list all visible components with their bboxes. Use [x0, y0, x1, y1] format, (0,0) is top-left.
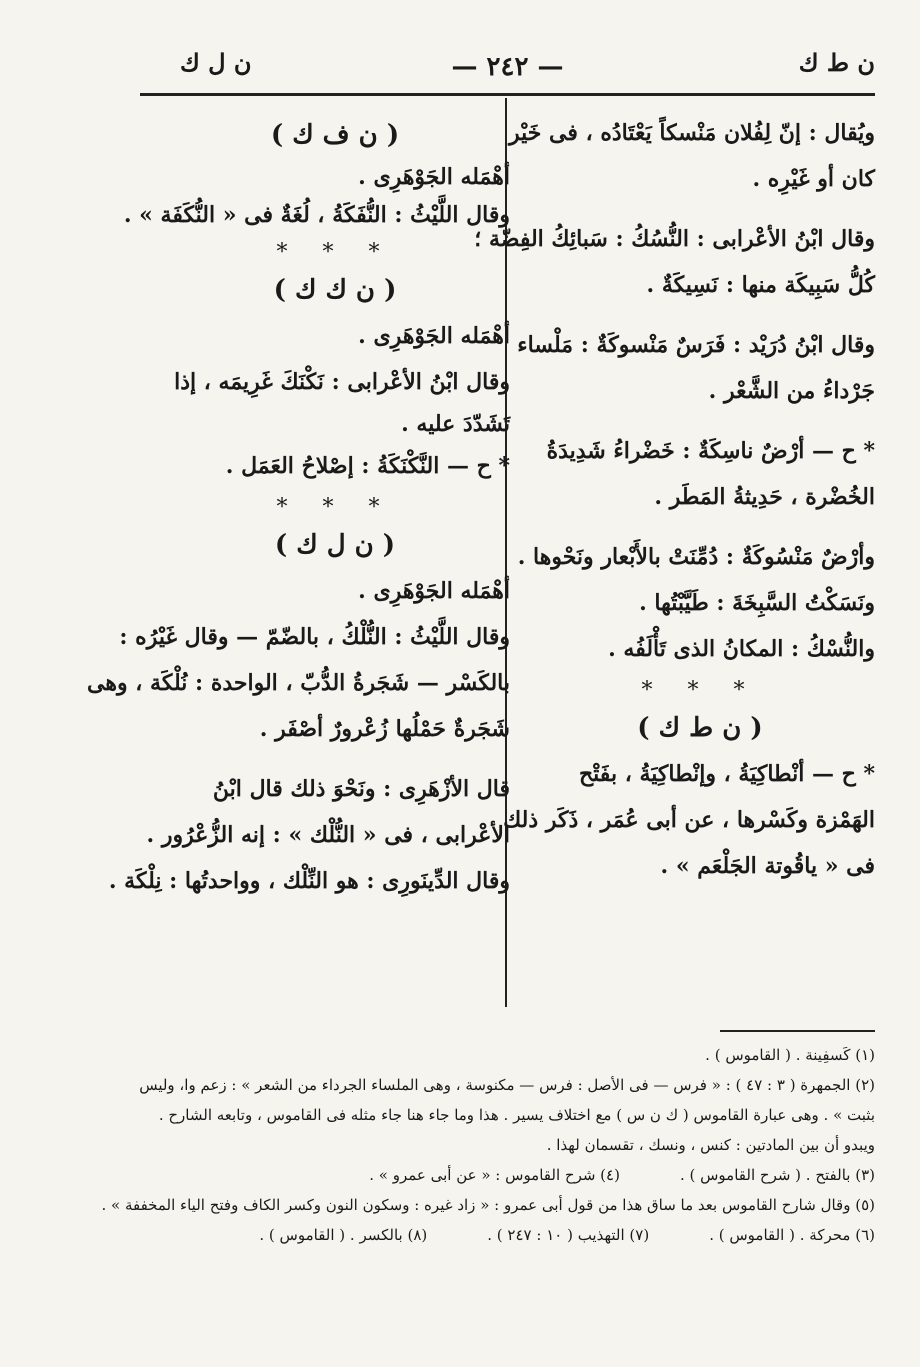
text-line: فى « ياقُوتة الجَلْعَم » .	[660, 853, 875, 879]
right-column	[474, 110, 875, 889]
section-separator: * * *	[641, 678, 759, 703]
section-separator: * * *	[276, 495, 394, 520]
header-root-right: ن ط ك	[798, 48, 875, 77]
footnote-3: (٣) بالفتح . ( شرح القاموس ) .	[679, 1166, 875, 1184]
text-line: كان أو غَيْرِه .	[752, 166, 875, 192]
text-line: جَرْداءُ من الشَّعْر .	[708, 378, 875, 404]
page-header	[140, 40, 875, 90]
text-line: وأرْضٌ مَنْسُوكَةٌ : دُمِّنَتْ بالأَبْعار ونَحْوها .	[517, 544, 875, 570]
text-line: بالكَسْر — شَجَرةُ الدُّبّ ، الواحدة : نُلْكَة ، وهى	[87, 670, 510, 696]
text-line: الهَمْزة وكَسْرها ، عن أبى عُمَر ، ذَكَر ذلك	[503, 807, 875, 833]
text-line: والنُّسْكُ : المكانُ الذى تَأْلَفُه .	[608, 636, 875, 662]
text-line: ويُقال : إنّ لِفُلان مَنْسكاً يَعْتَادُه ، فى خَيْر	[509, 120, 875, 146]
text-line: وقال ابْنُ دُرَيْد : فَرَسٌ مَنْسوكَةٌ : مَلْساء	[517, 332, 875, 358]
text-line: * ح — النَّكْنَكَةُ : إصْلاحُ العَمَل .	[225, 453, 510, 479]
footnote-1: (١) كَسفِينة . ( القاموس ) .	[705, 1046, 875, 1064]
header-root-left: ن ل ك	[180, 48, 252, 77]
text-line: أهْمَله الجَوْهَرِى .	[358, 323, 510, 349]
text-line: الخُضْرة ، حَدِيثةُ المَطَر .	[654, 484, 875, 510]
text-line: الأعْرابى ، فى « النُّلْك » : إنه الزُّعْرُور .	[146, 822, 510, 848]
text-line: ونَسَكْتُ السَّبِخَةَ : طَيَّبْتُها .	[639, 590, 875, 616]
text-line: وقال اللَّيْثُ : النُّلْكُ ، بالضّمّ — وقال غَيْرُه :	[119, 624, 510, 650]
text-line: * ح — أرْضٌ ناسِكَةٌ : خَضْراءُ شَدِيدَةُ	[546, 438, 875, 464]
footnote-6: (٦) محركة . ( القاموس ) .	[709, 1226, 875, 1244]
text-line: شَجَرةٌ حَمْلُها زُعْرورٌ أصْفَر .	[259, 716, 510, 742]
footnote-5: (٥) وقال شارح القاموس بعد ما ساق هذا من قول أبى عمرو : « زاد غيره : وسكون النون وكسر الكاف وفتح الياء المخففة » .	[101, 1196, 875, 1214]
entry-heading-ntk: ( ن ط ك )	[637, 713, 763, 743]
text-line: أهْمَله الجَوْهَرِى .	[358, 578, 510, 604]
entry-heading-nlk: ( ن ل ك )	[274, 530, 396, 560]
footnote-rule	[720, 1030, 875, 1032]
footnote-4: (٤) شرح القاموس : « عن أبى عمرو » .	[369, 1166, 620, 1184]
entry-heading-nfk: ( ن ف ك )	[270, 120, 400, 150]
page-number: — ٢٤٢ —	[451, 52, 564, 82]
footnote-row	[150, 1160, 875, 1190]
footnote-2-cont: ويبدو أن بين المادتين : كنس ، ونسك ، تقسمان لهذا .	[546, 1136, 875, 1154]
left-column	[87, 110, 510, 904]
section-separator: * * *	[276, 240, 394, 265]
footnote-row	[150, 1220, 875, 1250]
text-line: وقال ابْنُ الأعْرابى : النُّسُكُ : سَبائِكُ الفِضّة ؛	[474, 226, 875, 252]
footnote-8: (٨) بالكسر . ( القاموس ) .	[259, 1226, 428, 1244]
text-line: تَشَدّدَ عليه .	[401, 411, 510, 437]
text-line: وقال الدِّينَورِى : هو النِّلْك ، وواحدتُها : نِلْكَة .	[108, 868, 510, 894]
footnotes	[101, 1040, 875, 1250]
text-line: أهْمَله الجَوْهَرِى .	[358, 164, 510, 190]
text-line: كُلُّ سَبِيكَة منها : نَسِيكَةٌ .	[646, 272, 875, 298]
footnote-2: (٢) الجمهرة ( ٣ : ٤٧ ) : « فرس — فى الأصل : فرس — مكنوسة ، وهى الملساء الجرداء من الشعر » : زعم وا، وليس	[139, 1076, 875, 1094]
footnote-2-cont: بثبت » . وهى عبارة القاموس ( ك ن س ) مع اختلاف يسير . هذا وما جاء هنا جاء مثله فى القاموس ، وتابعه الشارح .	[158, 1106, 875, 1124]
footnote-7: (٧) التهذيب ( ١٠ : ٢٤٧ ) .	[487, 1226, 650, 1244]
entry-heading-nkk: ( ن ك ك )	[273, 275, 397, 305]
text-line: قال الأزْهَرِى : ونَحْوَ ذلك قال ابْنُ	[212, 776, 510, 802]
text-line: * ح — أنْطاكِيَةُ ، وإنْطاكِيَةُ ، بفَتْح	[578, 761, 875, 787]
header-rule	[140, 93, 875, 96]
text-line: وقال ابْنُ الأعْرابى : نَكْنَكَ غَرِيمَه ، إذا	[174, 369, 510, 395]
text-line: وقال اللَّيْثُ : النُّفَكَةُ ، لُغَةٌ فى « النُّكَفَة » .	[123, 202, 510, 228]
